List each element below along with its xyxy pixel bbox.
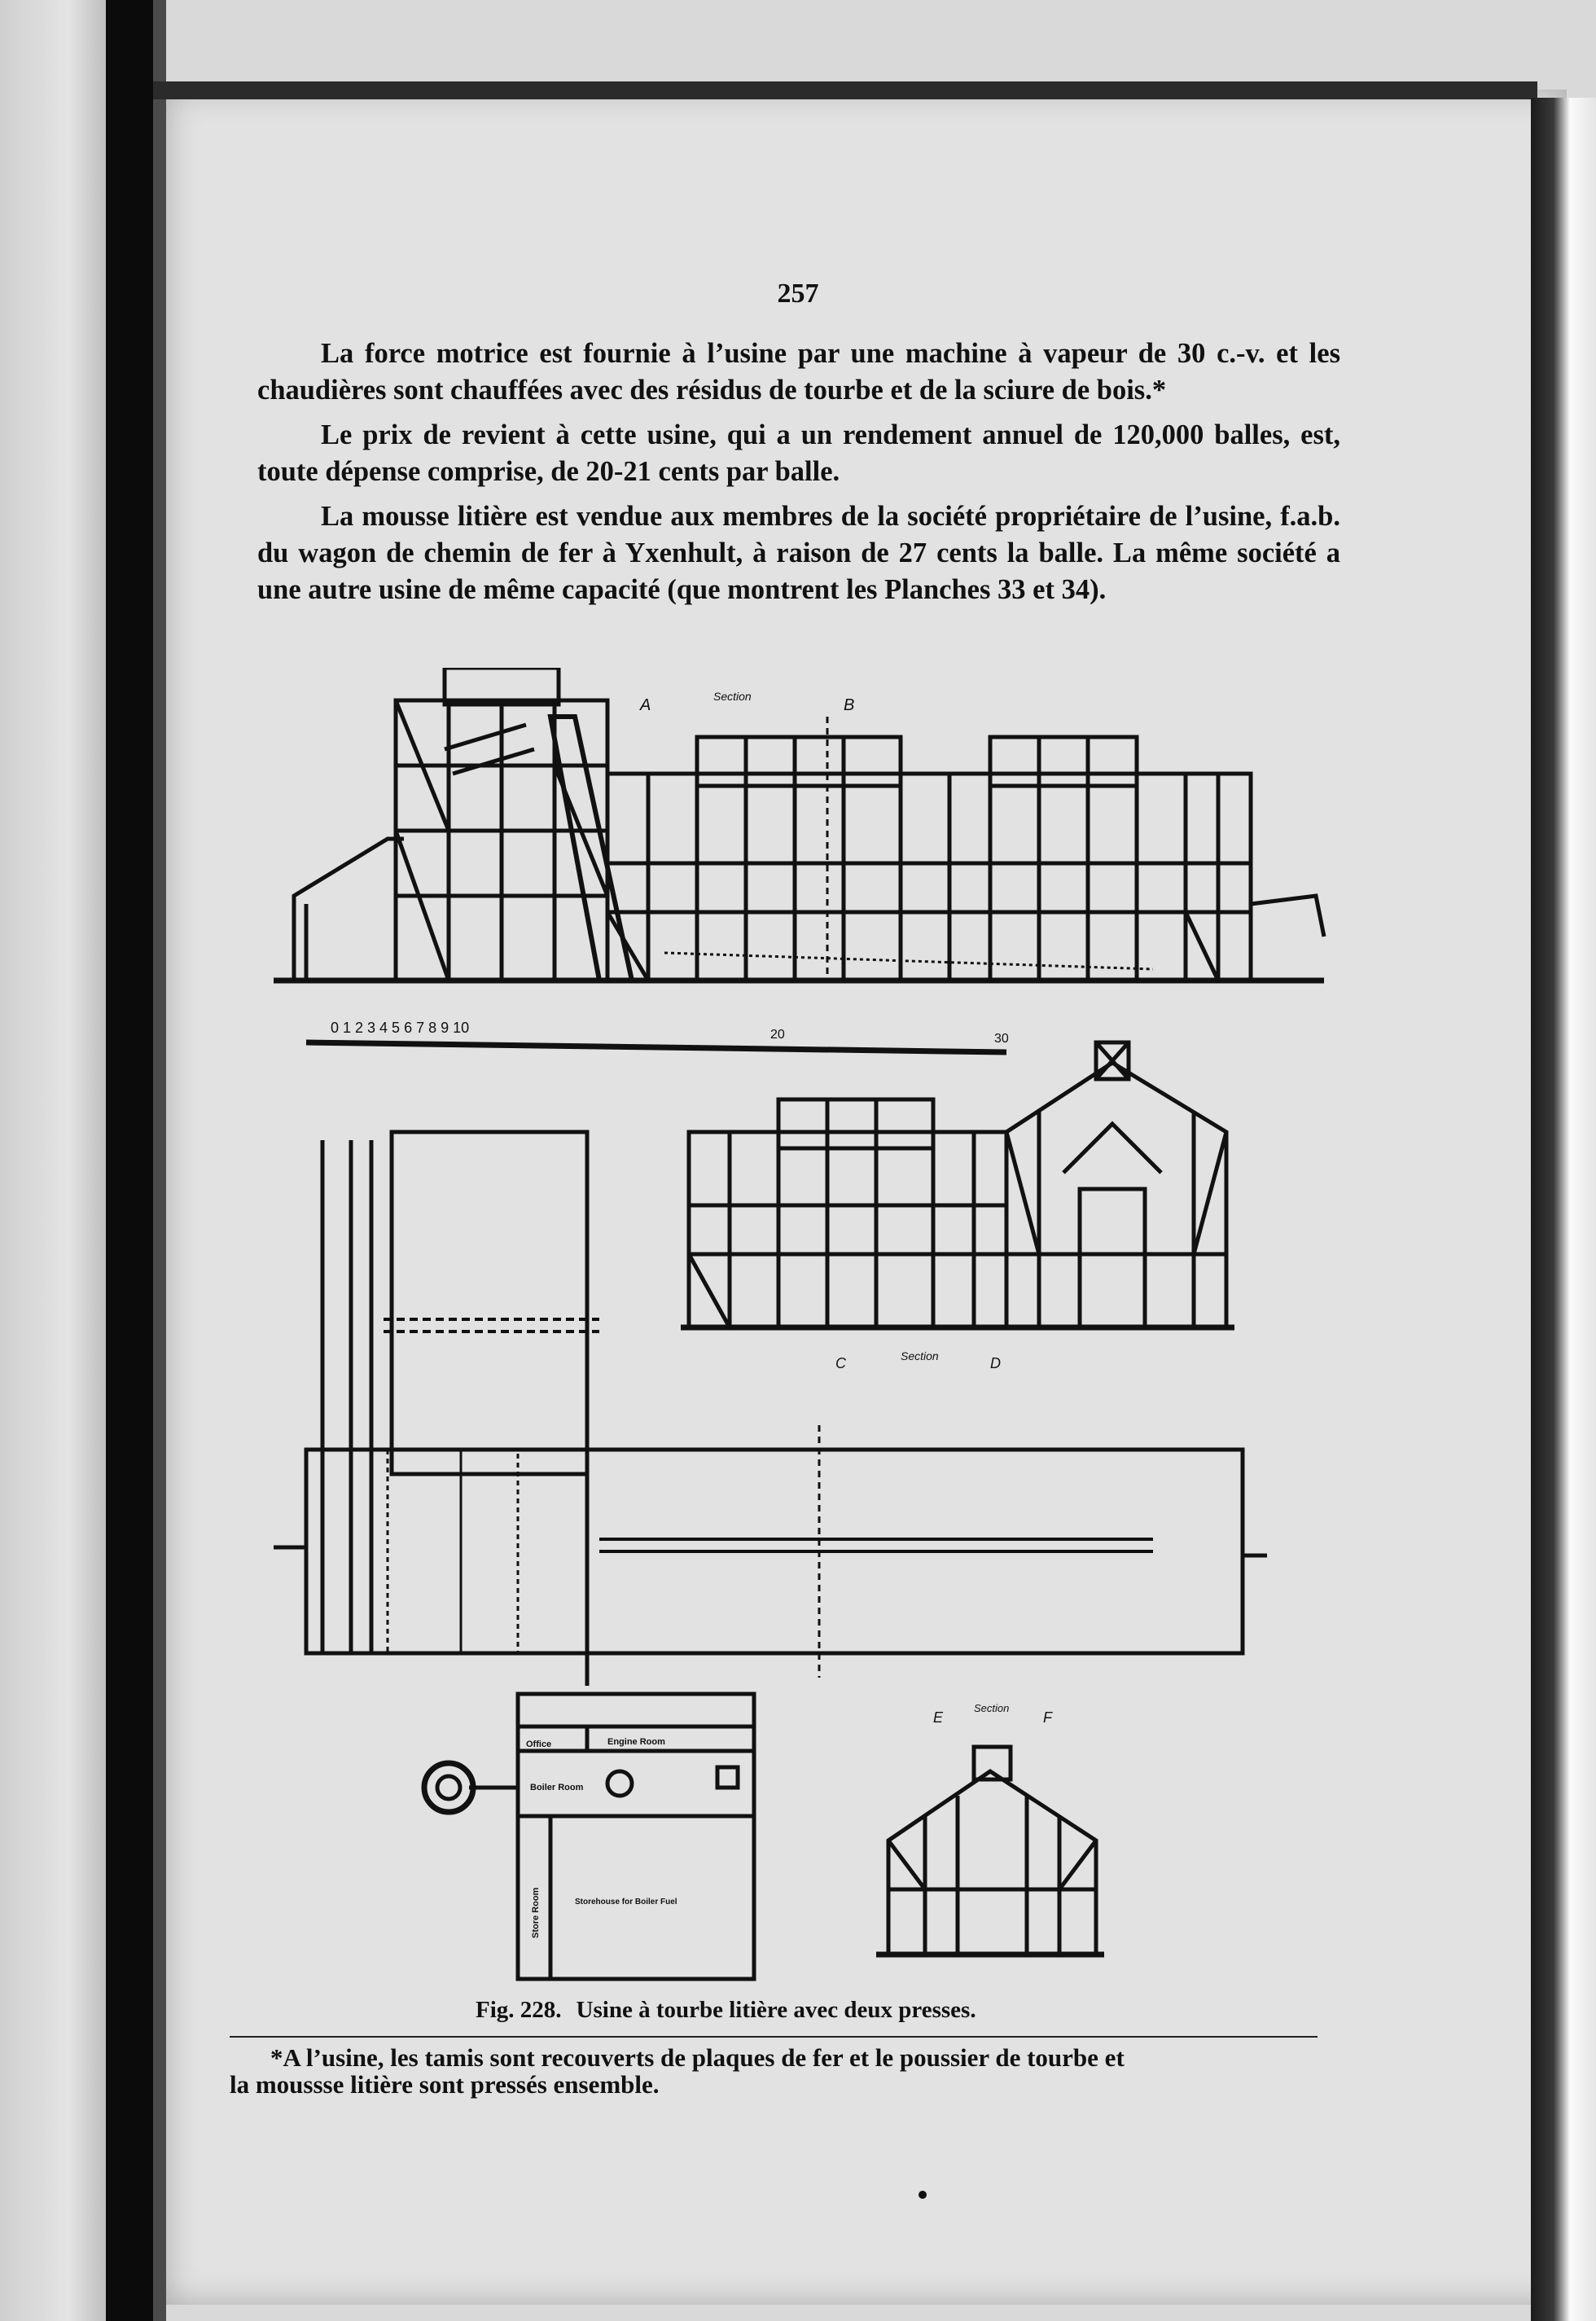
- page-number: 257: [777, 279, 819, 309]
- section-ef-elevation: [876, 1747, 1104, 1955]
- scan-speck: [919, 2191, 927, 2199]
- section-cd-elevation: [681, 1042, 1234, 1327]
- label-letter-a: A: [640, 696, 651, 714]
- figure-caption-text: Usine à tourbe litière avec deux presses.: [576, 1997, 976, 2023]
- label-letter-d: D: [990, 1355, 1001, 1371]
- scale-30: 30: [994, 1032, 1009, 1046]
- label-room-office: Office: [526, 1740, 552, 1749]
- scan-left-margin: [0, 0, 114, 2321]
- figure-caption: [476, 1997, 1127, 2024]
- paragraph-3: La mousse litière est vendue aux membres de la société propriétaire de l’usine, f.a.b. du wagon de chemin de fer à Yxenhult, à raison de 27 cents la balle. La même société a une autre usine de même capacité (que montrent les Planches 33 et 34).: [257, 501, 1340, 605]
- footnote-line-2: la moussse litière sont pressés ensemble.: [230, 2070, 660, 2099]
- label-room-engine: Engine Room: [607, 1737, 665, 1747]
- label-section-ab: Section: [713, 690, 752, 703]
- scale-20: 20: [770, 1028, 785, 1042]
- figure-caption-number: Fig. 228.: [476, 1997, 562, 2023]
- plan-view: [274, 1132, 1267, 1686]
- footnote: [230, 2044, 1318, 2098]
- page-right-edge: [1531, 98, 1596, 2321]
- body-text: [257, 336, 1340, 616]
- label-letter-e: E: [933, 1709, 944, 1726]
- label-room-store: Store Room: [531, 1887, 541, 1938]
- label-room-boiler: Boiler Room: [530, 1783, 584, 1792]
- paragraph-1: La force motrice est fournie à l’usine par une machine à vapeur de 30 c.-v. et les chaudières sont chauffées avec des résidus de tourbe et de la sciure de bois.*: [257, 338, 1340, 406]
- book-spine-edge: [153, 0, 166, 2321]
- figure-228: [257, 668, 1340, 2020]
- page-top-edge: [153, 81, 1537, 99]
- engine-house-plan: [424, 1694, 754, 1979]
- book-spine-shadow: [106, 0, 153, 2321]
- label-section-ef: Section: [974, 1702, 1010, 1714]
- label-letter-b: B: [844, 696, 855, 714]
- factory-drawing: [257, 668, 1340, 2020]
- label-letter-c: C: [835, 1355, 846, 1371]
- label-letter-f: F: [1043, 1709, 1052, 1726]
- paragraph-2: Le prix de revient à cette usine, qui a un rendement annuel de 120,000 balles, est, toute dépense comprise, de 20-21 cents par balle.: [257, 419, 1340, 487]
- label-room-fuel: Storehouse for Boiler Fuel: [575, 1898, 677, 1906]
- footnote-rule: [230, 2036, 1318, 2038]
- scale-bar: [306, 1042, 1006, 1052]
- label-section-cd: Section: [901, 1349, 939, 1362]
- footnote-line-1: *A l’usine, les tamis sont recouverts de plaques de fer et le poussier de tourbe et: [270, 2043, 1125, 2072]
- scale-ticks: 0 1 2 3 4 5 6 7 8 9 10: [331, 1020, 470, 1036]
- section-ab-elevation: [274, 668, 1324, 981]
